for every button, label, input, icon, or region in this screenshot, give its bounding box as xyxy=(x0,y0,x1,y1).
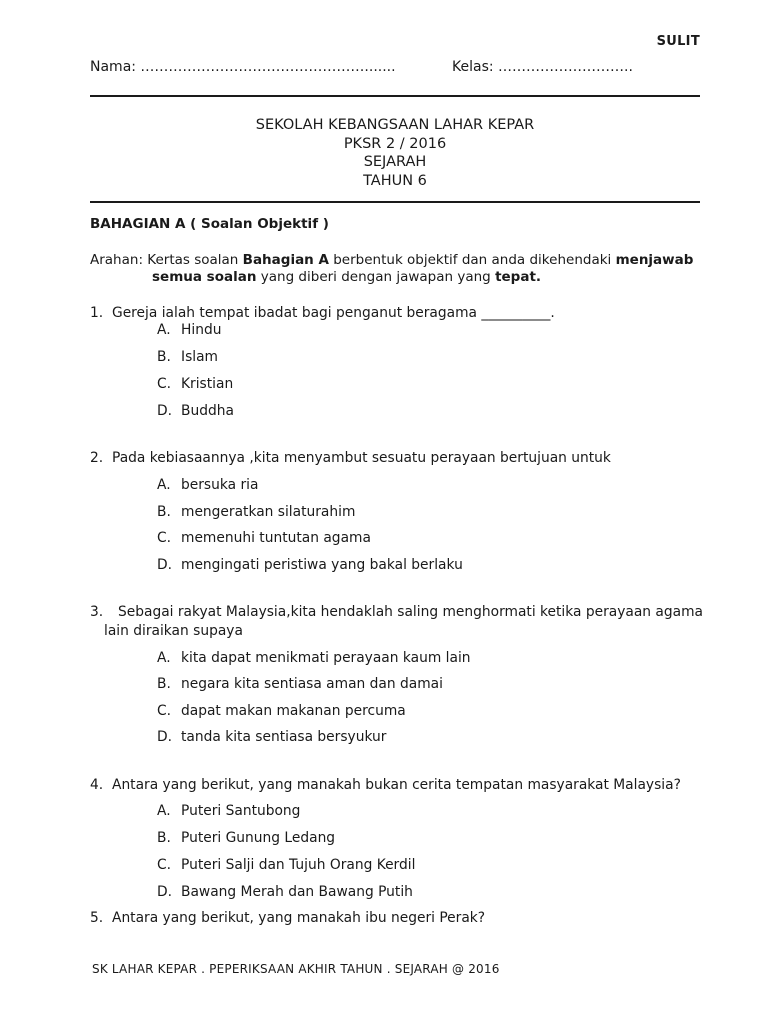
option-letter: D. xyxy=(157,884,173,900)
option-text: mengingati peristiwa yang bakal berlaku xyxy=(181,557,463,573)
title-divider xyxy=(90,201,700,203)
instruction-line-2 xyxy=(152,269,541,285)
option-4b xyxy=(157,830,335,846)
option-text: Puteri Santubong xyxy=(181,803,301,819)
option-1c xyxy=(157,376,233,392)
option-text: Bawang Merah dan Bawang Putih xyxy=(181,884,413,900)
subject-name: SEJARAH xyxy=(363,154,427,170)
option-4c xyxy=(157,857,415,873)
option-letter: A. xyxy=(157,322,171,338)
option-text: bersuka ria xyxy=(181,477,259,493)
option-text: dapat makan makanan percuma xyxy=(181,703,406,719)
question-4 xyxy=(90,777,681,793)
option-text: Puteri Salji dan Tujuh Orang Kerdil xyxy=(181,857,416,873)
option-letter: A. xyxy=(157,477,171,493)
question-3-line-2: lain diraikan supaya xyxy=(104,623,243,639)
instruction-section-name: Bahagian A xyxy=(242,252,329,268)
option-text: mengeratkan silaturahim xyxy=(181,504,356,520)
question-text: Gereja ialah tempat ibadat bagi penganut beragama __________. xyxy=(112,305,555,321)
option-4d xyxy=(157,884,413,900)
question-2 xyxy=(90,450,611,466)
option-text: tanda kita sentiasa bersyukur xyxy=(181,729,387,745)
option-letter: B. xyxy=(157,676,171,692)
exam-name: PKSR 2 / 2016 xyxy=(343,135,447,152)
option-letter: D. xyxy=(157,557,173,573)
option-text: kita dapat menikmati perayaan kaum lain xyxy=(181,650,471,666)
school-name: SEKOLAH KEBANGSAAN LAHAR KEPAR xyxy=(255,117,535,133)
question-number: 5. xyxy=(90,910,104,926)
question-text: Antara yang berikut, yang manakah bukan cerita tempatan masyarakat Malaysia? xyxy=(112,777,681,793)
exam-title-block xyxy=(90,116,700,190)
option-4a xyxy=(157,803,300,819)
option-3b xyxy=(157,676,443,692)
question-number: 3. xyxy=(90,604,104,620)
instruction-prefix: Arahan: Kertas soalan xyxy=(90,252,239,268)
name-field-label: Nama: …………………………………………....... xyxy=(90,59,396,75)
option-text: negara kita sentiasa aman dan damai xyxy=(181,676,443,692)
question-3 xyxy=(90,604,703,620)
option-letter: B. xyxy=(157,830,171,846)
option-letter: C. xyxy=(157,703,172,719)
instruction-middle-2: yang diberi dengan jawapan yang xyxy=(260,269,491,285)
option-text: Hindu xyxy=(181,322,222,338)
option-1a xyxy=(157,322,221,338)
option-letter: B. xyxy=(157,504,171,520)
instruction-middle: berbentuk objektif dan anda dikehendaki xyxy=(333,252,612,268)
question-number: 2. xyxy=(90,450,104,466)
instruction-all-questions: semua soalan xyxy=(152,269,257,285)
question-number: 1. xyxy=(90,305,104,321)
option-2b xyxy=(157,504,355,520)
top-divider xyxy=(90,95,700,97)
year-level: TAHUN 6 xyxy=(363,172,427,189)
option-letter: C. xyxy=(157,530,172,546)
question-5 xyxy=(90,910,485,926)
question-text: Antara yang berikut, yang manakah ibu negeri Perak? xyxy=(112,910,486,926)
confidential-label: SULIT xyxy=(656,34,700,49)
page-footer: SK LAHAR KEPAR . PEPERIKSAAN AKHIR TAHUN . SEJARAH @ 2016 xyxy=(92,962,500,976)
option-text: Islam xyxy=(181,349,218,365)
option-3a xyxy=(157,650,471,666)
question-1 xyxy=(90,305,555,321)
instruction-answer: menjawab xyxy=(615,252,694,268)
option-letter: C. xyxy=(157,857,172,873)
option-2c xyxy=(157,530,371,546)
option-2a xyxy=(157,477,258,493)
option-3d xyxy=(157,729,386,745)
option-1d xyxy=(157,403,234,419)
option-letter: C. xyxy=(157,376,172,392)
question-text: Pada kebiasaannya ,kita menyambut sesuatu perayaan bertujuan untuk xyxy=(112,450,611,466)
option-2d xyxy=(157,557,463,573)
option-text: memenuhi tuntutan agama xyxy=(181,530,371,546)
option-text: Kristian xyxy=(181,376,234,392)
option-text: Puteri Gunung Ledang xyxy=(181,830,336,846)
option-letter: D. xyxy=(157,403,173,419)
option-letter: D. xyxy=(157,729,173,745)
question-number: 4. xyxy=(90,777,104,793)
option-1b xyxy=(157,349,218,365)
option-letter: A. xyxy=(157,803,171,819)
question-text: Sebagai rakyat Malaysia,kita hendaklah saling menghormati ketika perayaan agama xyxy=(118,604,703,620)
option-3c xyxy=(157,703,406,719)
option-text: Buddha xyxy=(181,403,234,419)
class-field-label: Kelas: ……………………….. xyxy=(452,59,633,75)
section-heading: BAHAGIAN A ( Soalan Objektif ) xyxy=(90,216,329,232)
option-letter: B. xyxy=(157,349,171,365)
instruction-line-1 xyxy=(90,251,693,269)
instruction-correct: tepat. xyxy=(495,269,542,285)
option-letter: A. xyxy=(157,650,171,666)
